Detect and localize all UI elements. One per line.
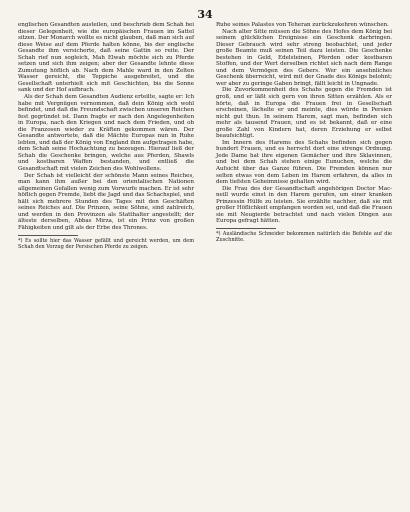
paragraph: Im Innern des Harems des Schahs befinden sich gegen hundert Frauen, und es herrscht dort eine strenge Ordnung. Jede Dame hat ihre eigenen Gemächer und ihre Sklavinnen, und bei dem Schah stehen einige Eunuchen, welche die Aufsicht über das Ganze führen. Die Fremden können nur selten etwas von dem Leben im Harem erfahren, da alles in dem tiefsten Geheimnisse gehalten wird. bbox=[216, 139, 392, 186]
paragraph: Die Zuvorkommenheit des Schahs gegen die Fremden ist groß, und er läßt sich gern von ihren Sitten erzählen. Als er hörte, daß in Europa die Frauen frei in Gesellschaft erscheinen, lächelte er und meinte, dies würde in Persien nicht gut thun. In seinem Harem, sagt man, befinden sich mehr als tausend Frauen, und es ist bekannt, daß er eine große Zahl von Kindern hat, deren Erziehung er selbst beaufsichtigt. bbox=[216, 87, 392, 140]
paragraph: Als der Schah dem Gesandten Audienz erteilte, sagte er: Ich habe mit Vergnügen vernommen, daß dein König sich wohl befindet, und daß die Freundschaft zwischen unseren Reichen fest gegründet ist. Dann fragte er nach den Angelegenheiten in Europa, nach den Kriegen und nach dem Frieden, und ob die Franzosen wieder zu Kräften gekommen wären. Der Gesandte antwortete, daß die Mächte Europas nun in Ruhe lebten, und daß der König von England ihm aufgetragen habe, dem Schah seine Hochachtung zu bezeugen. Hierauf ließ der Schah die Geschenke bringen, welche aus Pferden, Shawls und kostbaren Waffen bestanden, und entließ die Gesandtschaft mit vielen Zeichen des Wohlwollens. bbox=[18, 94, 194, 173]
paragraph: Die Frau des der Gesandtschaft angehörigen Doctor Mac-neill wurde einst in den Harem gerufen, um einer kranken Prinzessin Hülfe zu leisten. Sie erzählte nachher, daß sie mit großer Höflichkeit empfangen worden sei, und daß die Frauen sie mit Neugierde betrachtet und nach vielen Dingen aus Europa gefragt hätten. bbox=[216, 185, 392, 225]
paragraph: Der Schah ist vielleicht der schönste Mann seines Reiches, man kann ihm außer bei den orientalischen Nationen allgemeinen Gefallen wenig zum Vorwurfe machen. Er ist sehr höflich gegen Fremde, liebt die Jagd und das Schachspiel, und hält sich mehrere Stunden des Tages mit den Geschäften seines Reiches auf. Die Prinzen, seine Söhne, sind zahlreich, und werden in den Provinzen als Statthalter angestellt; der älteste derselben, Abbas Mirza, ist ein Prinz von großen Fähigkeiten und gilt als der Erbe des Thrones. bbox=[18, 172, 194, 231]
footnote-divider bbox=[18, 235, 78, 236]
paragraph: Ruhe seines Palastes von Teheran zurückzukehren wünschen. bbox=[216, 22, 389, 28]
footnote-divider bbox=[216, 228, 276, 229]
right-text-column bbox=[216, 22, 392, 243]
left-text-column bbox=[18, 22, 194, 250]
page-number: 34 bbox=[197, 8, 213, 21]
paragraph: englischen Gesandten austeilen, und beschrieb dem Schah bei dieser Gelegenheit, wie die europäischen Frauen im Sattel sitzen. Der Monarch wollte es nicht glauben, daß man sich auf diese Weise auf dem Pferde halten könne, bis der englische Gesandte ihm versicherte, daß seine Gattin so reite. Der Schah rief nun sogleich, Mah Elwah möchte sich zu Pferde setzen und sich ihm zeigen; aber der Gesandte lehnte diese Zumutung höflich ab. Nach dem Mahle ward in den Zelten Wasser gereicht, die Teppiche ausgebreitet, und die Gesellschaft unterhielt sich mit Geschichten, bis die Sonne sank und der Hof aufbrach. bbox=[18, 22, 194, 94]
paragraph: Nach alter Sitte müssen die Söhne des Hofes dem König bei seinem glücklichen Ereignisse ein Geschenk darbringen. Dieser Gebrauch wird sehr streng beobachtet, und jeder große Beamte muß seinen Teil dazu leisten. Die Geschenke bestehen in Geld, Edelsteinen, Pferden oder kostbaren Stoffen, und der Wert derselben richtet sich nach dem Range und dem Vermögen des Gebers. Wer ein ansehnliches Geschenk überreicht, wird mit der Gnade des Königs belohnt; wer aber zu geringe Gaben bringt, fällt leicht in Ungnade. bbox=[216, 28, 392, 87]
column-gutter bbox=[202, 18, 203, 498]
footnote: *) Es sollte hier das Wasser gefällt und gereicht werden, um dem Schah den Vorzug der Persischen Pferde zu zeigen. bbox=[18, 237, 194, 250]
footnote: *) Ausländische Schneider bekommen natürlich die Befehle auf die Zuschnitte. bbox=[216, 230, 392, 243]
